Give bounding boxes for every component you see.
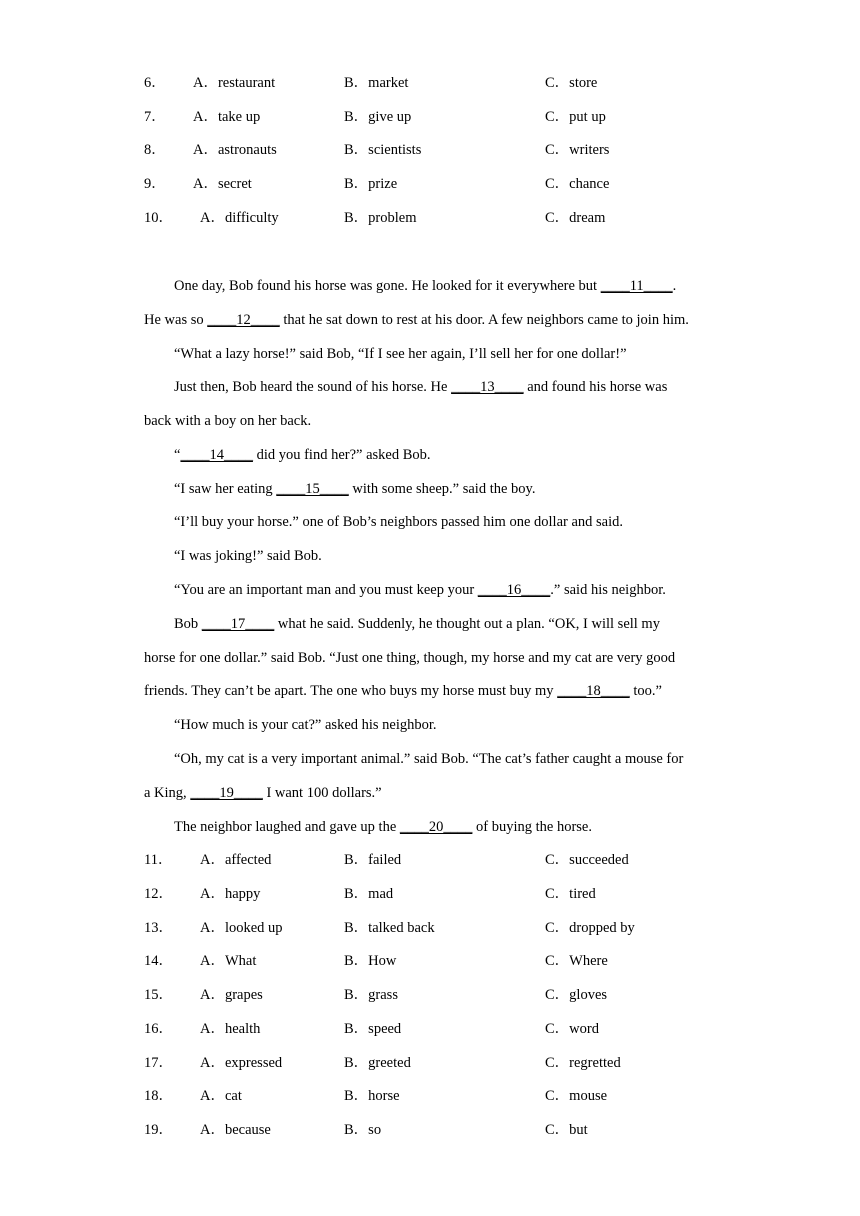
option-c: C．dream — [545, 210, 606, 226]
option-c: C．mouse — [545, 1088, 608, 1104]
blank-17: ____17____ — [201, 616, 275, 632]
passage-line: “I was joking!” said Bob. — [174, 548, 322, 564]
option-b: B．talked back — [344, 920, 435, 936]
passage-line: “Oh, my cat is a very important animal.” said Bob. “The cat’s father caught a mouse for — [174, 751, 684, 767]
option-b: B．so — [344, 1122, 382, 1138]
option-b: B．greeted — [344, 1055, 411, 1071]
option-b: B．mad — [344, 886, 394, 902]
option-c: C．gloves — [545, 987, 608, 1003]
option-row-14 — [0, 951, 860, 971]
option-c: C．tired — [545, 886, 596, 902]
option-a: A．happy — [200, 886, 261, 902]
option-b: B．problem — [344, 210, 417, 226]
option-row-15 — [0, 985, 860, 1005]
option-b: B．give up — [344, 109, 412, 125]
option-c: C．writers — [545, 142, 610, 158]
option-a: A．affected — [200, 852, 272, 868]
option-row-7 — [0, 107, 860, 127]
option-b: B．failed — [344, 852, 402, 868]
blank-20: ____20____ — [399, 819, 473, 835]
option-a: A．difficulty — [200, 210, 279, 226]
option-c: C．word — [545, 1021, 599, 1037]
passage-line: “I saw her eating ____15____ with some sheep.” said the boy. — [174, 481, 536, 497]
blank-16: ____16____ — [477, 582, 551, 598]
option-row-17 — [0, 1053, 860, 1073]
passage-line: Just then, Bob heard the sound of his horse. He ____13____ and found his horse was — [174, 379, 668, 395]
option-b: B．speed — [344, 1021, 402, 1037]
blank-15: ____15____ — [276, 481, 349, 497]
question-number: 11． — [144, 852, 173, 868]
passage-line: Bob ____17____ what he said. Suddenly, he thought out a plan. “OK, I will sell my — [174, 616, 660, 632]
passage-line: “What a lazy horse!” said Bob, “If I see her again, I’ll sell her for one dollar!” — [174, 346, 627, 362]
option-a: A．cat — [200, 1088, 242, 1104]
option-a: A．What — [200, 953, 257, 969]
option-row-18 — [0, 1086, 860, 1106]
option-a: A．looked up — [200, 920, 283, 936]
blank-18: ____18____ — [557, 683, 630, 699]
blank-13: ____13____ — [451, 379, 524, 395]
option-c: C．put up — [545, 109, 606, 125]
passage-line: “I’ll buy your horse.” one of Bob’s neighbors passed him one dollar and said. — [174, 514, 624, 530]
passage-line: horse for one dollar.” said Bob. “Just one thing, though, my horse and my cat are very good — [144, 650, 676, 666]
option-c: C．succeeded — [545, 852, 629, 868]
blank-19: ____19____ — [190, 785, 263, 801]
option-a: A．expressed — [200, 1055, 283, 1071]
option-c: C．store — [545, 75, 598, 91]
option-b: B．prize — [344, 176, 398, 192]
option-row-8 — [0, 140, 860, 160]
option-row-10 — [0, 208, 860, 228]
question-number: 8． — [144, 142, 166, 158]
option-row-6 — [0, 73, 860, 93]
option-b: B．scientists — [344, 142, 422, 158]
option-b: B．grass — [344, 987, 398, 1003]
option-a: A．secret — [193, 176, 252, 192]
question-number: 19． — [144, 1122, 173, 1138]
option-c: C．regretted — [545, 1055, 621, 1071]
option-a: A．health — [200, 1021, 261, 1037]
option-c: C．dropped by — [545, 920, 635, 936]
option-row-12 — [0, 884, 860, 904]
question-number: 18． — [144, 1088, 173, 1104]
question-number: 13． — [144, 920, 173, 936]
option-c: C．Where — [545, 953, 608, 969]
blank-11: ____11____ — [600, 278, 673, 294]
question-number: 6． — [144, 75, 166, 91]
question-number: 12． — [144, 886, 173, 902]
question-number: 15． — [144, 987, 173, 1003]
blank-12: ____12____ — [207, 312, 280, 328]
passage-line: “How much is your cat?” asked his neighbor. — [174, 717, 437, 733]
option-b: B．market — [344, 75, 409, 91]
option-row-19 — [0, 1120, 860, 1140]
passage-line: The neighbor laughed and gave up the ____20____ of buying the horse. — [174, 819, 592, 835]
question-number: 10． — [144, 210, 173, 226]
passage-line: friends. They can’t be apart. The one who buys my horse must buy my ____18____ too.” — [144, 683, 662, 699]
passage-line: He was so ____12____ that he sat down to rest at his door. A few neighbors came to join him. — [144, 312, 689, 328]
question-number: 9． — [144, 176, 166, 192]
option-row-13 — [0, 918, 860, 938]
option-c: C．chance — [545, 176, 610, 192]
passage-line: a King, ____19____ I want 100 dollars.” — [144, 785, 382, 801]
passage-line: “You are an important man and you must keep your ____16____.” said his neighbor. — [174, 582, 666, 598]
option-a: A．take up — [193, 109, 261, 125]
question-number: 16． — [144, 1021, 173, 1037]
question-number: 17． — [144, 1055, 173, 1071]
passage-line: “____14____ did you find her?” asked Bob. — [174, 447, 431, 463]
option-c: C．but — [545, 1122, 588, 1138]
option-a: A．because — [200, 1122, 271, 1138]
passage-line: One day, Bob found his horse was gone. He looked for it everywhere but ____11____. — [174, 278, 677, 294]
option-a: A．restaurant — [193, 75, 276, 91]
blank-14: ____14____ — [180, 447, 253, 463]
option-row-9 — [0, 174, 860, 194]
option-row-11 — [0, 850, 860, 870]
passage-line: back with a boy on her back. — [144, 413, 312, 429]
option-a: A．grapes — [200, 987, 263, 1003]
option-a: A．astronauts — [193, 142, 277, 158]
option-row-16 — [0, 1019, 860, 1039]
question-number: 14． — [144, 953, 173, 969]
option-b: B．How — [344, 953, 397, 969]
option-b: B．horse — [344, 1088, 400, 1104]
question-number: 7． — [144, 109, 166, 125]
